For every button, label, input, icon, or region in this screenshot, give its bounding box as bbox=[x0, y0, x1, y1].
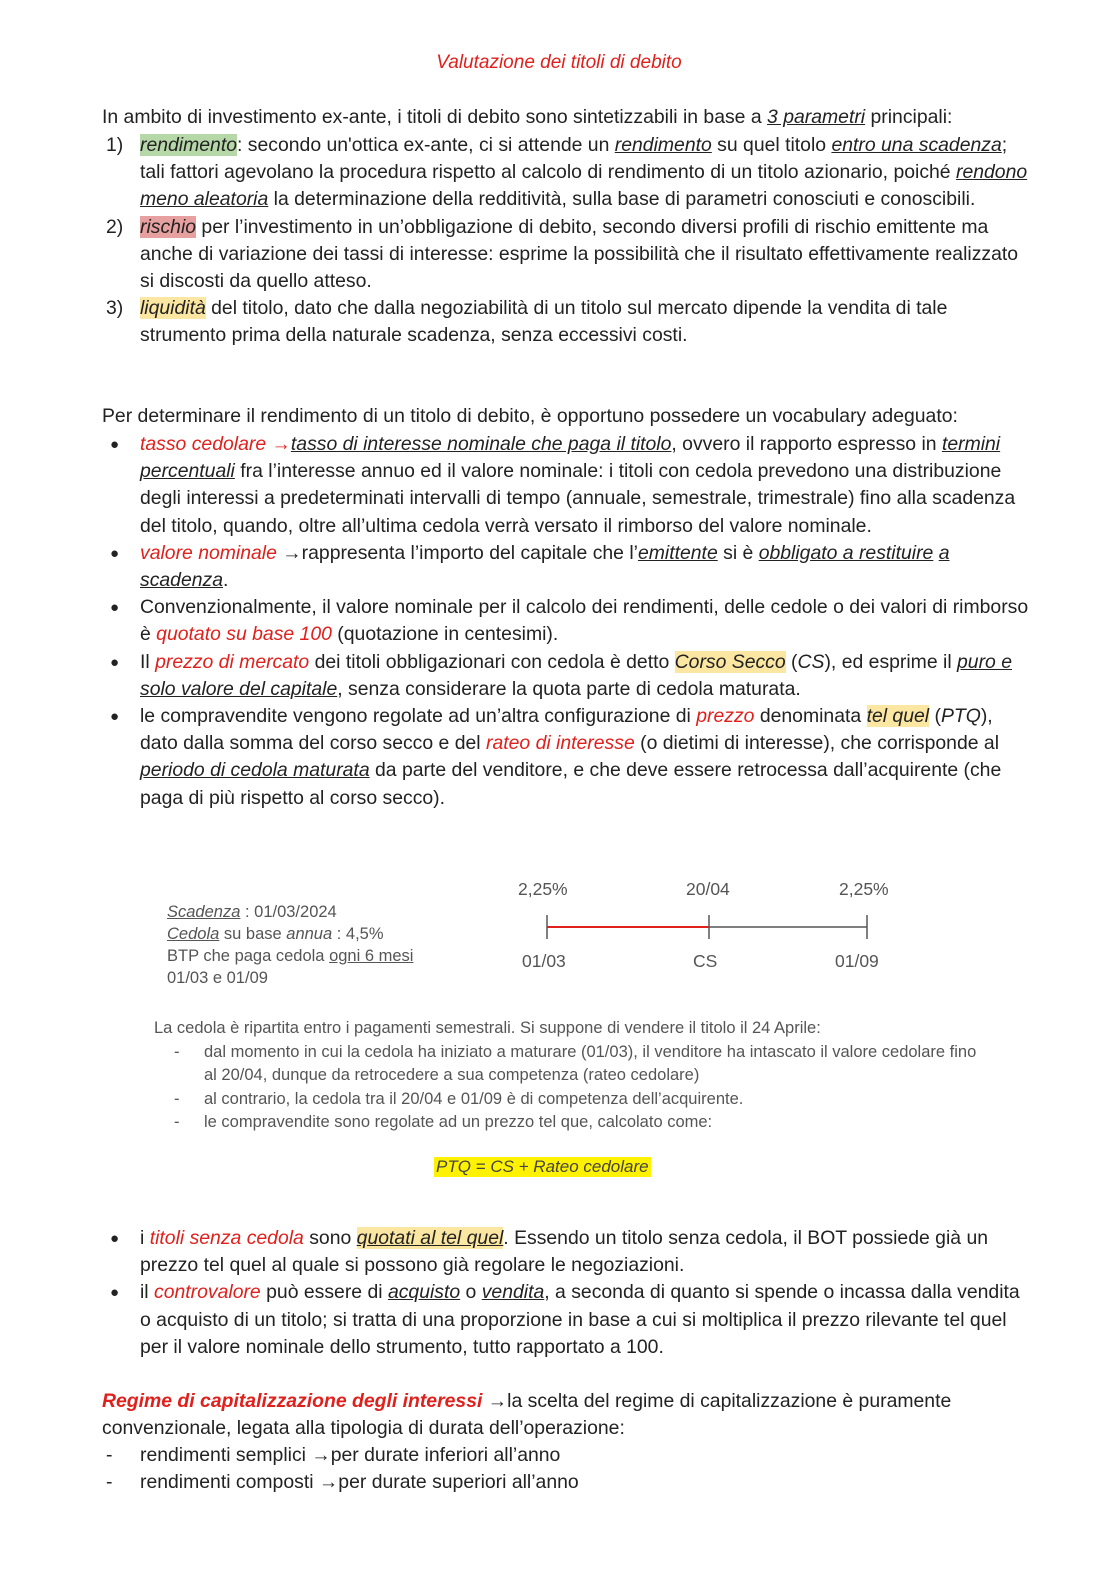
after-text: sono bbox=[303, 1227, 357, 1249]
vocab-term: rateo di interesse bbox=[485, 732, 635, 755]
vocab-text: (quotazione in centesimi). bbox=[331, 623, 559, 646]
regime-item-text: rendimenti semplici →per durate inferiori all’anno bbox=[140, 1444, 561, 1466]
vocab-underline: puro e solo valore del capitale bbox=[140, 650, 1012, 700]
figure-point bbox=[154, 1041, 984, 1088]
param-text: su quel titolo bbox=[711, 134, 832, 156]
bullet-icon: ● bbox=[110, 544, 120, 562]
cedola-annua: annua bbox=[286, 925, 333, 943]
param-text: : secondo un'ottica ex-ante, ci si attende un bbox=[237, 134, 615, 156]
vocab-underline: tasso di interesse nominale che paga il titolo bbox=[290, 433, 672, 455]
vocab-intro: Per determinare il rendimento di un titolo di debito, è opportuno possedere un vocabulary adeguato: bbox=[102, 405, 958, 427]
bullet-icon: ● bbox=[110, 436, 120, 453]
figure-point bbox=[154, 1111, 984, 1135]
after-text: , a seconda di quanto si spende o incassa dalla vendita o acquisto di un titolo; si tratta di una proporzione in base a cui si moltiplica il prezzo rilevante tel quel per il valore nominale dello strumento, tutto rapportato a 100. bbox=[140, 1281, 1020, 1358]
figure-description bbox=[154, 1017, 984, 1135]
vocab-text: ), ed esprime il bbox=[824, 650, 958, 673]
timeline-bottom-mid: CS bbox=[693, 951, 718, 971]
vocab-text: Il bbox=[140, 650, 156, 673]
vocab-text: dei titoli obbligazionari con cedola è detto bbox=[309, 650, 675, 673]
timeline-top-mid: 20/04 bbox=[686, 879, 730, 899]
list-number: 2) bbox=[106, 215, 124, 238]
bullet-icon: ● bbox=[110, 599, 120, 617]
document-title: Valutazione dei titoli di debito bbox=[436, 52, 682, 73]
vocabulary-list bbox=[102, 431, 1032, 812]
list-item bbox=[102, 1469, 1032, 1496]
vocab-text: ), dato dalla somma del corso secco e del bbox=[140, 705, 993, 755]
after-text: o bbox=[460, 1281, 482, 1304]
after-term: controvalore bbox=[154, 1281, 261, 1304]
figure-point bbox=[154, 1088, 984, 1112]
vocab-term: valore nominale bbox=[140, 541, 277, 564]
bullet-icon: ● bbox=[110, 708, 120, 726]
list-item bbox=[102, 649, 1032, 703]
timeline-svg bbox=[535, 913, 875, 943]
vocab-underline: obbligato a restituire bbox=[758, 541, 934, 564]
btp-underline: ogni 6 mesi bbox=[329, 947, 414, 965]
cedola-label: Cedola bbox=[167, 925, 220, 943]
btp-text: BTP che paga cedola bbox=[167, 947, 330, 965]
list-item bbox=[102, 295, 1032, 349]
vocab-term: tasso cedolare → bbox=[140, 433, 291, 455]
after-underline: acquisto bbox=[387, 1281, 461, 1304]
list-item bbox=[102, 1225, 1032, 1279]
list-item bbox=[102, 703, 1032, 812]
figure-info bbox=[167, 901, 413, 989]
param-text: per l’investimento in un’obbligazione di debito, secondo diversi profili di rischio emittente ma anche di variazione dei tassi di interesse: esprime la possibilità che il risultato effettivamente realizzato si discosti da quello atteso. bbox=[140, 215, 1019, 293]
vocab-underline: emittente bbox=[637, 541, 718, 564]
vocab-highlight: tel quel bbox=[866, 705, 930, 728]
after-text: . Essendo un titolo senza cedola, il BOT possiede già un prezzo tel quel al quale si possono già regolare le negoziazioni. bbox=[140, 1227, 989, 1277]
vocab-text: . bbox=[223, 569, 229, 592]
after-underline: vendita bbox=[481, 1281, 545, 1304]
list-item bbox=[102, 132, 1032, 214]
vocab-term: quotato su base 100 bbox=[156, 623, 332, 646]
list-item bbox=[102, 594, 1032, 648]
regime-text: →la scelta del regime di capitalizzazione è puramente convenzionale, legata alla tipologia di durata dell’operazione: bbox=[102, 1390, 952, 1440]
dash-marker: - bbox=[106, 1471, 113, 1494]
vocab-text: , ovvero il rapporto espresso in bbox=[671, 433, 942, 455]
vocab-text: da parte del venditore, e che deve essere retrocessa dall’acquirente (che paga di più rispetto al corso secco). bbox=[140, 759, 1002, 809]
dash-marker: - bbox=[106, 1444, 113, 1466]
figure-point-text: le compravendite sono regolate ad un prezzo tel que, calcolato come: bbox=[204, 1113, 713, 1131]
param-underline: rendimento bbox=[614, 134, 712, 156]
after-term: titoli senza cedola bbox=[149, 1227, 304, 1249]
param-text: ; tali fattori agevolano la procedura rispetto al calcolo di rendimento di un titolo azionario, poiché bbox=[140, 134, 1008, 184]
scadenza-value: : 01/03/2024 bbox=[240, 903, 337, 921]
figure-dates: 01/03 e 01/09 bbox=[167, 969, 268, 987]
timeline-top-right: 2,25% bbox=[839, 879, 889, 899]
vocab-text: le compravendite vengono regolate ad un’altra configurazione di bbox=[140, 705, 697, 728]
vocab-highlight: Corso Secco bbox=[674, 650, 786, 673]
vocab-term: prezzo di mercato bbox=[155, 650, 310, 673]
vocab-underline: a scadenza bbox=[140, 541, 950, 592]
vocab-underline: termini percentuali bbox=[140, 433, 1001, 483]
bullet-icon: ● bbox=[110, 1230, 120, 1247]
param-underline: entro una scadenza bbox=[831, 134, 1002, 156]
vocab-text: ( bbox=[929, 705, 941, 728]
vocab-text: →rappresenta l’importo del capitale che l’ bbox=[276, 541, 638, 564]
timeline-bottom-right: 01/09 bbox=[835, 951, 879, 971]
cedola-text: su base bbox=[219, 925, 287, 943]
vocab-text: (o dietimi di interesse), che corrisponde al bbox=[634, 732, 1000, 755]
dash-marker: - bbox=[174, 1089, 180, 1108]
param-term: rendimento bbox=[140, 134, 238, 156]
after-figure-list bbox=[102, 1225, 1032, 1361]
list-item bbox=[102, 214, 1032, 296]
dash-marker: - bbox=[174, 1113, 180, 1131]
cedola-value: : 4,5% bbox=[332, 925, 384, 943]
intro-paragraph bbox=[102, 104, 1032, 131]
intro-text-end: principali: bbox=[865, 106, 953, 128]
param-underline: rendono meno aleatoria bbox=[140, 161, 1028, 211]
regime-paragraph bbox=[102, 1388, 1032, 1442]
vocab-text: ( bbox=[785, 650, 798, 673]
list-number: 1) bbox=[106, 134, 124, 156]
list-item bbox=[102, 431, 1032, 540]
after-text: può essere di bbox=[260, 1281, 388, 1304]
regime-list bbox=[102, 1442, 1032, 1496]
intro-params-link: 3 parametri bbox=[767, 106, 866, 128]
vocab-term: prezzo bbox=[696, 705, 755, 728]
vocab-text: si è bbox=[717, 541, 759, 564]
param-term: rischio bbox=[140, 215, 197, 238]
vocab-text: denominata bbox=[754, 705, 867, 728]
figure-desc-text: La cedola è ripartita entro i pagamenti semestrali. Si suppone di vendere il titolo il 24 Aprile: bbox=[154, 1019, 821, 1037]
timeline-bottom-left: 01/03 bbox=[522, 951, 566, 971]
ptq-figure bbox=[140, 865, 1000, 1195]
timeline-top-left: 2,25% bbox=[518, 879, 568, 899]
vocab-underline: periodo di cedola maturata bbox=[140, 759, 370, 782]
figure-point-text: al contrario, la cedola tra il 20/04 e 01/09 è di competenza dell’acquirente. bbox=[204, 1089, 744, 1108]
bullet-icon: ● bbox=[110, 653, 120, 671]
parameters-list bbox=[102, 132, 1032, 350]
list-item bbox=[102, 1279, 1032, 1361]
after-highlight: quotati al tel quel bbox=[356, 1227, 504, 1249]
regime-item-text: rendimenti composti →per durate superiori all’anno bbox=[140, 1471, 579, 1494]
bullet-icon: ● bbox=[110, 1284, 120, 1302]
after-text: i bbox=[140, 1227, 150, 1249]
param-text: la determinazione della redditività, sulla base di parametri conosciuti e conoscibili. bbox=[268, 188, 976, 211]
dash-marker: - bbox=[174, 1042, 180, 1061]
ptq-formula: PTQ = CS + Rateo cedolare bbox=[436, 1157, 649, 1176]
param-text: del titolo, dato che dalla negoziabilità di un titolo sul mercato dipende la vendita di tale strumento prima della naturale scadenza, senza eccessivi costi. bbox=[140, 297, 948, 347]
figure-cedola bbox=[167, 923, 413, 945]
param-term: liquidità bbox=[140, 297, 206, 320]
vocab-italic: CS bbox=[797, 650, 825, 673]
vocab-text: fra l’interesse annuo ed il valore nominale: i titoli con cedola prevedono una distribuzione degli interessi a predeterminati intervalli di tempo (annuale, semestrale, trimestrale) fino alla scadenza del titolo, quando, oltre all’ultima cedola verrà versato il rimborso del valore nominale. bbox=[140, 460, 1016, 537]
figure-point-text: dal momento in cui la cedola ha iniziato a maturare (01/03), il venditore ha intascato il valore cedolare fino al 20/04, dunque da retrocedere a sua competenza (rateo cedolare) bbox=[204, 1042, 977, 1084]
vocab-italic: PTQ bbox=[940, 705, 981, 728]
list-item bbox=[102, 540, 1032, 594]
vocab-text: , senza considerare la quota parte di cedola maturata. bbox=[337, 677, 801, 700]
vocab-text: Convenzionalmente, il valore nominale per il calcolo dei rendimenti, delle cedole o dei valori di rimborso è bbox=[140, 596, 1029, 646]
scadenza-label: Scadenza bbox=[167, 903, 241, 921]
regime-heading: Regime di capitalizzazione degli interessi bbox=[102, 1390, 483, 1412]
list-number: 3) bbox=[106, 297, 124, 320]
list-item bbox=[102, 1442, 1032, 1469]
after-text: il bbox=[140, 1281, 155, 1304]
intro-text: In ambito di investimento ex-ante, i titoli di debito sono sintetizzabili in base a bbox=[102, 106, 768, 128]
figure-btp bbox=[167, 945, 413, 967]
figure-scadenza bbox=[167, 901, 413, 923]
